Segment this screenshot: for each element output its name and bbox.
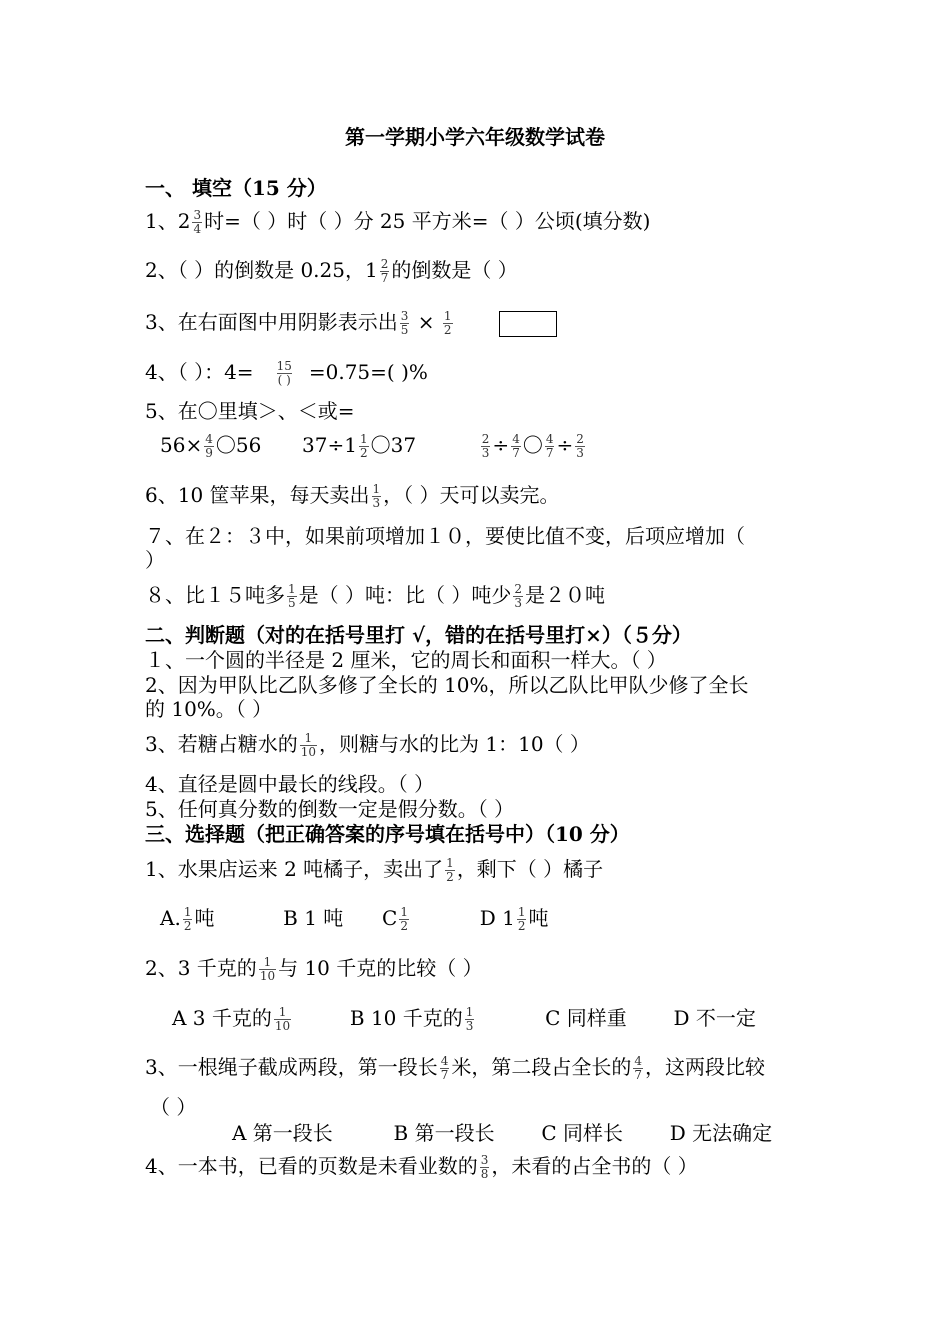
s1-question-7: ７、在２：３中，如果前项增加１０，要使比值不变，后项应增加（ bbox=[145, 524, 745, 548]
fraction: $\frac{4}{7}$ bbox=[440, 1054, 449, 1082]
s1-question-3: 3、在右面图中用阴影表示出 $\frac{3}{5}$ × $\frac{1}{2}$ bbox=[145, 309, 557, 337]
option-c: C 同样重 bbox=[545, 1006, 627, 1030]
option-b: B 1 吨 bbox=[283, 906, 344, 930]
fraction: $\frac{2}{3}$ bbox=[514, 582, 522, 610]
s3-question-4: 4、一本书，已看的页数是未看业数的 $\frac{3}{8}$ ，未看的占全书的（ ） bbox=[145, 1153, 698, 1181]
s3-question-3: 3、一根绳子截成两段，第一段长 $\frac{4}{7}$ 米，第二段占全长的 $\frac{4}{7}$ ，这两段比较 bbox=[145, 1054, 766, 1082]
fraction: $\frac{1}{10}$ bbox=[259, 955, 276, 983]
s2-question-1: １、一个圆的半径是 2 厘米，它的周长和面积一样大。（ ） bbox=[145, 648, 667, 672]
s1-question-1: 1、2 $\frac{3}{4}$ 时=（ ）时（ ）分 25 平方米=（ ）公顷(填分数) bbox=[145, 208, 651, 236]
option-d: D 不一定 bbox=[673, 1006, 756, 1030]
fraction: $\frac{1}{2}$ bbox=[446, 856, 454, 884]
option-a: A. $\frac{1}{2}$ 吨 bbox=[160, 905, 215, 933]
option-b: B 10 千克的 $\frac{1}{3}$ bbox=[349, 1005, 474, 1033]
s3-question-2-options bbox=[172, 1005, 756, 1033]
s1-question-7-cont: ） bbox=[145, 548, 165, 572]
s1-question-5: 5、在〇里填＞、＜或= bbox=[145, 399, 355, 423]
s2-question-3: 3、若糖占糖水的 $\frac{1}{10}$ ，则糖与水的比为 1：10（ ） bbox=[145, 731, 590, 759]
section-2-heading: 二、判断题（对的在括号里打 √，错的在括号里打×）（５分） bbox=[145, 623, 692, 647]
fraction: $\frac{1}{2}$ bbox=[443, 309, 452, 337]
page-title: 第一学期小学六年级数学试卷 bbox=[345, 125, 605, 149]
fraction: $\frac{2}{7}$ bbox=[380, 257, 389, 285]
fraction: $\frac{3}{4}$ bbox=[193, 208, 202, 236]
option-a: A 第一段长 bbox=[232, 1121, 333, 1145]
option-b: B 第一段长 bbox=[393, 1121, 495, 1145]
fraction: $\frac{1}{10}$ bbox=[300, 731, 317, 759]
s3-question-2: 2、3 千克的 $\frac{1}{10}$ 与 10 千克的比较（ ） bbox=[145, 955, 483, 983]
section-3-heading: 三、选择题（把正确答案的序号填在括号中）（10 分） bbox=[145, 822, 630, 846]
s2-question-4: 4、直径是圆中最长的线段。（ ） bbox=[145, 772, 435, 796]
option-c: C 同样长 bbox=[541, 1121, 623, 1145]
comparison-1: 56× $\frac{4}{9}$ 〇56 bbox=[160, 432, 262, 460]
s1-question-5-expressions bbox=[160, 432, 587, 460]
option-a: A 3 千克的 $\frac{1}{10}$ bbox=[172, 1005, 291, 1033]
s3-question-1-options bbox=[160, 905, 548, 933]
comparison-2: 37÷1 $\frac{1}{2}$ 〇37 bbox=[302, 432, 417, 460]
option-d: D 1 $\frac{1}{2}$ 吨 bbox=[479, 905, 549, 933]
fraction: $\frac{3}{8}$ bbox=[480, 1153, 489, 1181]
fraction: 15 ( ) bbox=[276, 359, 292, 387]
fraction: $\frac{1}{5}$ bbox=[288, 582, 296, 610]
option-c: C $\frac{1}{2}$ bbox=[382, 905, 408, 933]
s1-question-2: 2、（ ）的倒数是 0.25，1 $\frac{2}{7}$ 的倒数是（ ） bbox=[145, 257, 518, 285]
section-1-heading: 一、 填空（15 分） bbox=[145, 176, 327, 200]
s1-question-8: ８、比１５吨多 $\frac{1}{5}$ 是（ ）吨：比（ ）吨少 $\frac{2}{3}$ 是２０吨 bbox=[145, 582, 605, 610]
comparison-3: $\frac{2}{3}$ ÷ $\frac{4}{7}$ 〇 $\frac{4}{7}$ ÷ $\frac{2}{3}$ bbox=[481, 432, 584, 460]
s2-question-2: 2、因为甲队比乙队多修了全长的 10%，所以乙队比甲队少修了全长 bbox=[145, 673, 749, 697]
s3-question-1: 1、水果店运来 2 吨橘子，卖出了 $\frac{1}{2}$ ，剩下（ ）橘子 bbox=[145, 856, 604, 884]
fraction: $\frac{4}{7}$ bbox=[634, 1054, 643, 1082]
s1-question-4: 4、（ ）：4= 15 ( ) =0.75=( )% bbox=[145, 359, 428, 387]
s2-question-2-cont: 的 10%。（ ） bbox=[145, 697, 273, 721]
option-d: D 无法确定 bbox=[669, 1121, 773, 1145]
s1-question-6: 6、10 筐苹果，每天卖出 $\frac{1}{3}$ ，（ ）天可以卖完。 bbox=[145, 482, 560, 510]
fraction: $\frac{1}{3}$ bbox=[372, 482, 381, 510]
s3-question-3-options bbox=[232, 1120, 772, 1146]
fraction: $\frac{3}{5}$ bbox=[400, 309, 409, 337]
s3-question-3-cont: （ ） bbox=[150, 1095, 197, 1119]
shading-rectangle bbox=[499, 311, 557, 337]
s2-question-5: 5、任何真分数的倒数一定是假分数。（ ） bbox=[145, 797, 515, 821]
